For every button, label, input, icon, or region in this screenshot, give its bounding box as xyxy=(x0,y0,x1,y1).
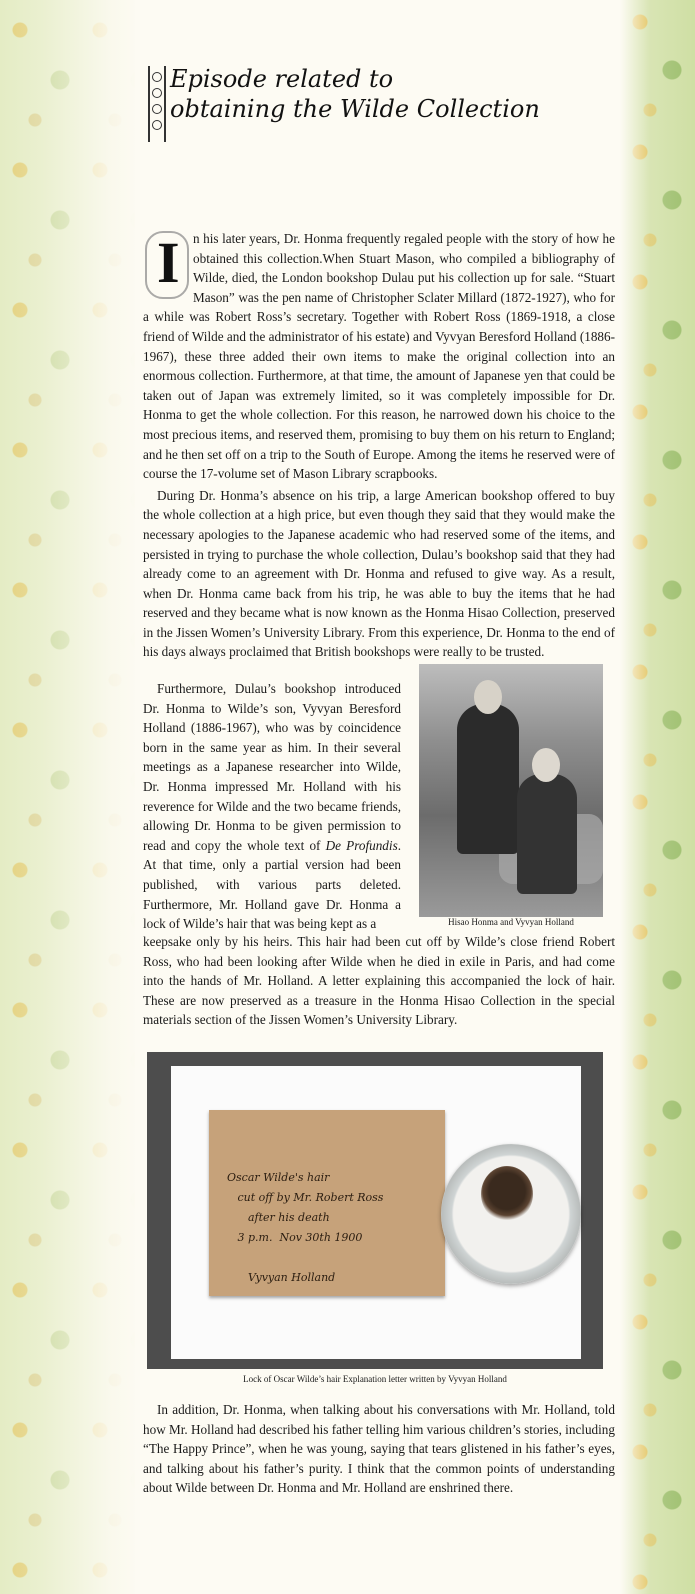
photo-envelope xyxy=(209,1110,445,1296)
photo-honma-holland xyxy=(419,664,603,917)
dropcap-ornament xyxy=(143,229,189,299)
photo-head-honma xyxy=(474,680,502,714)
page-title xyxy=(148,64,588,144)
photo-caption-2: Lock of Oscar Wilde’s hair Explanation letter written by Vyvyan Holland xyxy=(243,1374,507,1384)
photo-paper-backing xyxy=(171,1066,581,1359)
photo-figure-holland xyxy=(517,774,577,894)
photo-hair-and-letter xyxy=(147,1052,603,1369)
paragraph-3-before: Furthermore, Dulau’s bookshop introduced Dr. Honma to Wilde’s son, Vyvyan Beresford Holland (1886-1967), who was by coincidence born in the same year as him. In their several meetings as a Japanese researcher into Wilde, Dr. Honma impressed Mr. Holland with his reverence for Wilde and the two became friends, allowing Dr. Honma to be given permission to read and copy the whole text of xyxy=(143,681,401,853)
photo-lock-of-hair xyxy=(481,1166,533,1222)
intro-paragraph xyxy=(143,229,615,484)
title-line-2: obtaining the Wilde Collection xyxy=(170,95,540,123)
handwritten-note: Oscar Wilde's hair cut off by Mr. Robert Ross after his death 3 p.m. Nov 30th 1900 Vyvyan Holland xyxy=(227,1171,384,1284)
photo-head-holland xyxy=(532,748,560,782)
paragraph-3-wrap xyxy=(143,679,401,934)
title-text xyxy=(170,64,540,124)
closing-section xyxy=(143,1400,615,1498)
paragraph-3-continued xyxy=(143,932,615,1030)
paragraph-2: During Dr. Honma’s absence on his trip, a large American bookshop offered to buy the whole collection at a high price, but even though they said that they would make the necessary apologies to the Japanese academic who had reserved some of the items, and persisted in trying to purchase the whole collection, Dulau’s bookshop said that they had already come to an agreement with Dr. Honma and refused to give way. As a result, when Dr. Honma came back from his trip, he was able to buy the items that he had reserved and they became what is now known as the Honma Hisao Collection, preserved in the Jissen Women’s University Library. From this experience, Dr. Honma to the end of his days always proclaimed that British bookshops were really to be trusted. xyxy=(143,487,615,660)
paragraph-4: In addition, Dr. Honma, when talking about his conversations with Mr. Holland, told how Mr. Holland had described his father telling him various children’s stories, including “The Happy Prince”, when he was young, saying that tears glistened in his father’s eyes, and talking about his father’s purity. I think that the common points of understanding about Wilde between Dr. Honma and Mr. Holland are enshrined there. xyxy=(143,1402,615,1496)
floral-fade-left xyxy=(0,0,140,1594)
title-line-1: Episode related to xyxy=(170,65,394,93)
paragraph-3-after: . At that time, only a partial version had been published, with various parts deleted. Furthermore, Mr. Holland gave Dr. Honma a lock of Wilde’s hair that was being kept as a xyxy=(143,837,401,932)
de-profundis-title: De Profundis xyxy=(325,837,398,853)
intro-section xyxy=(143,229,615,662)
paragraph-3 xyxy=(143,679,401,934)
intro-text: n his later years, Dr. Honma frequently regaled people with the story of how he obtained this collection.When Stuart Mason, who compiled a bibliography of Wilde, died, the London bookshop Dulau put his collection up for sale. “Stuart Mason” was the pen name of Christopher Sclater Millard (1872-1927), who for a while was Robert Ross’s secretary. Together with Robert Ross (1869-1918, a close friend of Wilde and the administrator of his estate) and Vyvyan Beresford Holland (1886-1967), these three added their own items to make the original collection into an enormous collection. Furthermore, at that time, the amount of Japanese yen that could be taken out of Japan was extremely limited, so it was completely impossible for Dr. Honma to get the whole collection. For this reason, he narrowed down his choice to the most precious items, and reserved them, promising to buy them on his return to England; and he then set off on a trip to the South of Europe. Among the items he reserved were of course the 17-volume set of Mason Library scrapbooks. xyxy=(143,231,615,482)
paragraph-3-rest: keepsake only by his heirs. This hair had been cut off by Wilde’s close friend Robert Ross, who had been looking after Wilde when he died in exile in Paris, and had come into the hands of Mr. Holland. A letter explaining this accompanied the lock of hair. These are now preserved as a treasure in the Honma Hisao Collection in the special materials section of the Jissen Women’s University Library. xyxy=(143,934,615,1028)
dropcap-letter: I xyxy=(157,230,180,295)
photo-figure-honma xyxy=(457,704,519,854)
floral-fade-right xyxy=(620,0,695,1594)
photo-caption-1: Hisao Honma and Vyvyan Holland xyxy=(448,917,574,927)
photo-glass-jar xyxy=(441,1144,581,1284)
title-ornament-icon xyxy=(148,66,166,142)
